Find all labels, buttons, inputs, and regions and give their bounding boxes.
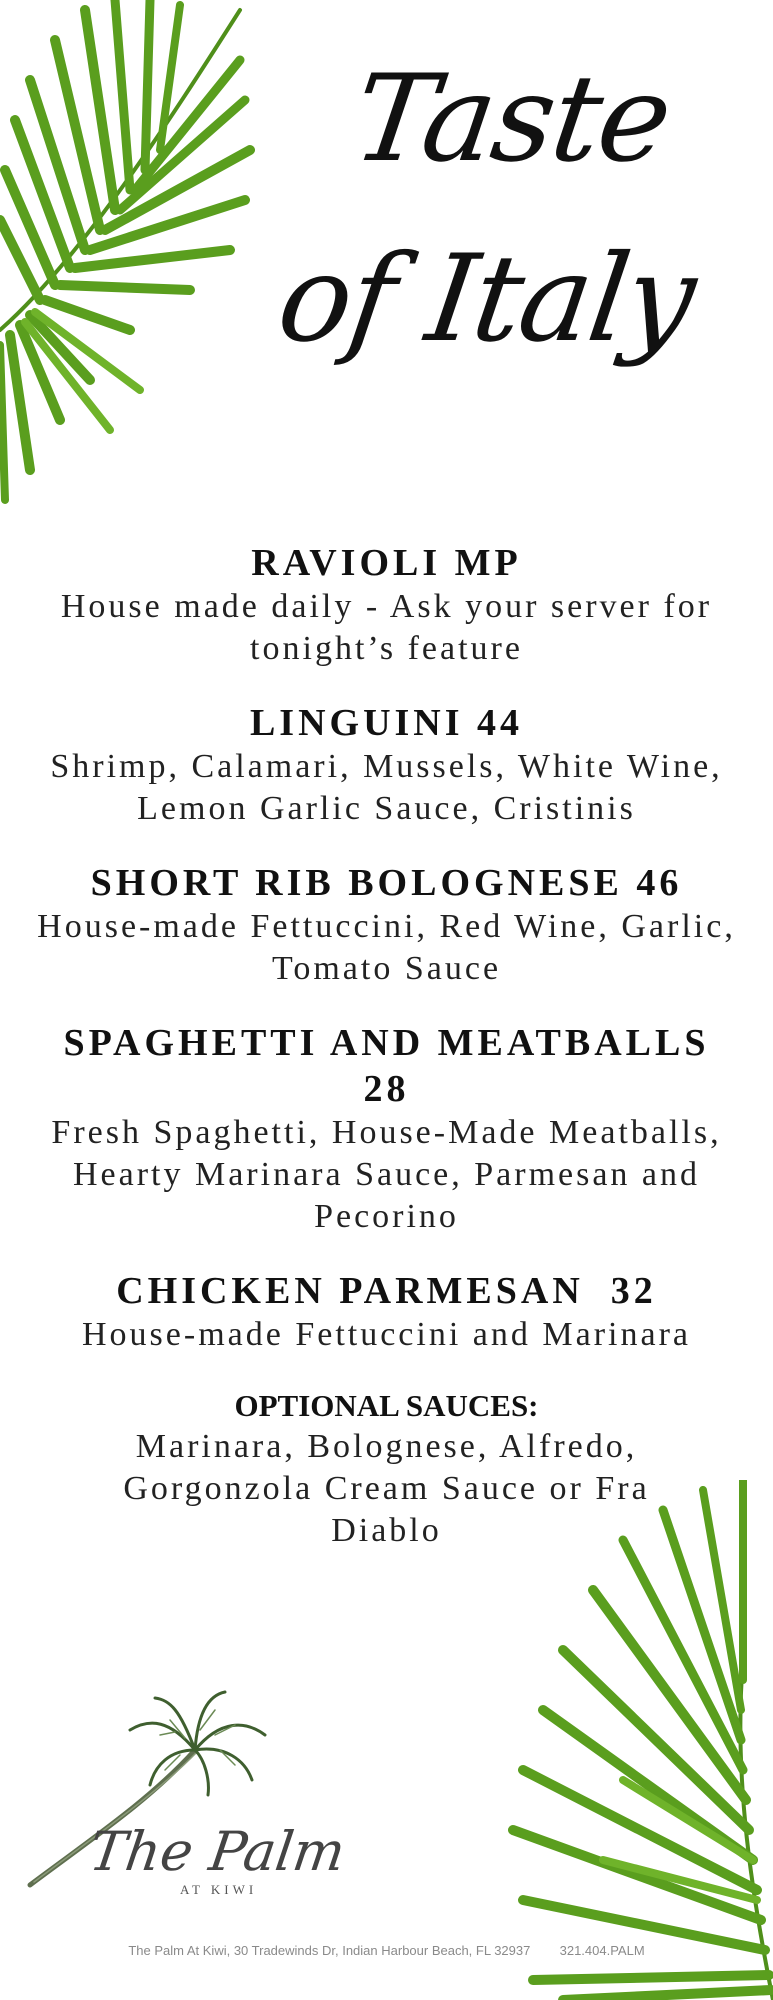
footer (0, 1943, 773, 1958)
menu-item-name: CHICKEN PARMESAN 32 (116, 1270, 657, 1312)
title-line-1: Taste (345, 50, 678, 189)
footer-phone: 321.404.PALM (559, 1943, 645, 1958)
menu-item-description: House-made Fettuccini and Marinara (82, 1316, 691, 1353)
menu-title (260, 40, 700, 440)
optional-sauces-title: OPTIONAL SAUCES: (234, 1388, 539, 1423)
menu-item (17, 1268, 757, 1356)
menu-list (0, 540, 773, 1552)
menu-item (17, 540, 757, 670)
optional-sauces (17, 1386, 757, 1552)
restaurant-logo (20, 1690, 349, 1910)
menu-item (17, 860, 757, 990)
menu-item-name: SPAGHETTI AND MEATBALLS 28 (63, 1022, 710, 1110)
menu-item-name: LINGUINI 44 (249, 702, 524, 744)
menu-item-description: Shrimp, Calamari, Mussels, White Wine, Lemon Garlic Sauce, Cristinis (50, 748, 723, 827)
footer-address: The Palm At Kiwi, 30 Tradewinds Dr, Indian Harbour Beach, FL 32937 (128, 1943, 531, 1958)
menu-item-description: House made daily - Ask your server for tonight’s feature (60, 588, 713, 667)
menu-item (17, 700, 757, 830)
title-line-2: of Italy (270, 230, 702, 369)
menu-item (17, 1020, 757, 1238)
logo-script-text: The Palm (85, 1820, 349, 1883)
menu-item-description: Fresh Spaghetti, House-Made Meatballs, Hearty Marinara Sauce, Parmesan and Pecorino (51, 1114, 722, 1235)
optional-sauces-list: Marinara, Bolognese, Alfredo, Gorgonzola Cream Sauce or Fra Diablo (123, 1428, 650, 1549)
palm-leaf-icon (503, 1480, 773, 2000)
logo-subtitle: AT KIWI (180, 1882, 258, 1897)
menu-item-description: House-made Fettuccini, Red Wine, Garlic, Tomato Sauce (37, 908, 736, 987)
menu-item-name: SHORT RIB BOLOGNESE 46 (90, 862, 683, 904)
palm-leaf-icon (0, 0, 260, 520)
menu-item-name: RAVIOLI MP (251, 542, 522, 584)
